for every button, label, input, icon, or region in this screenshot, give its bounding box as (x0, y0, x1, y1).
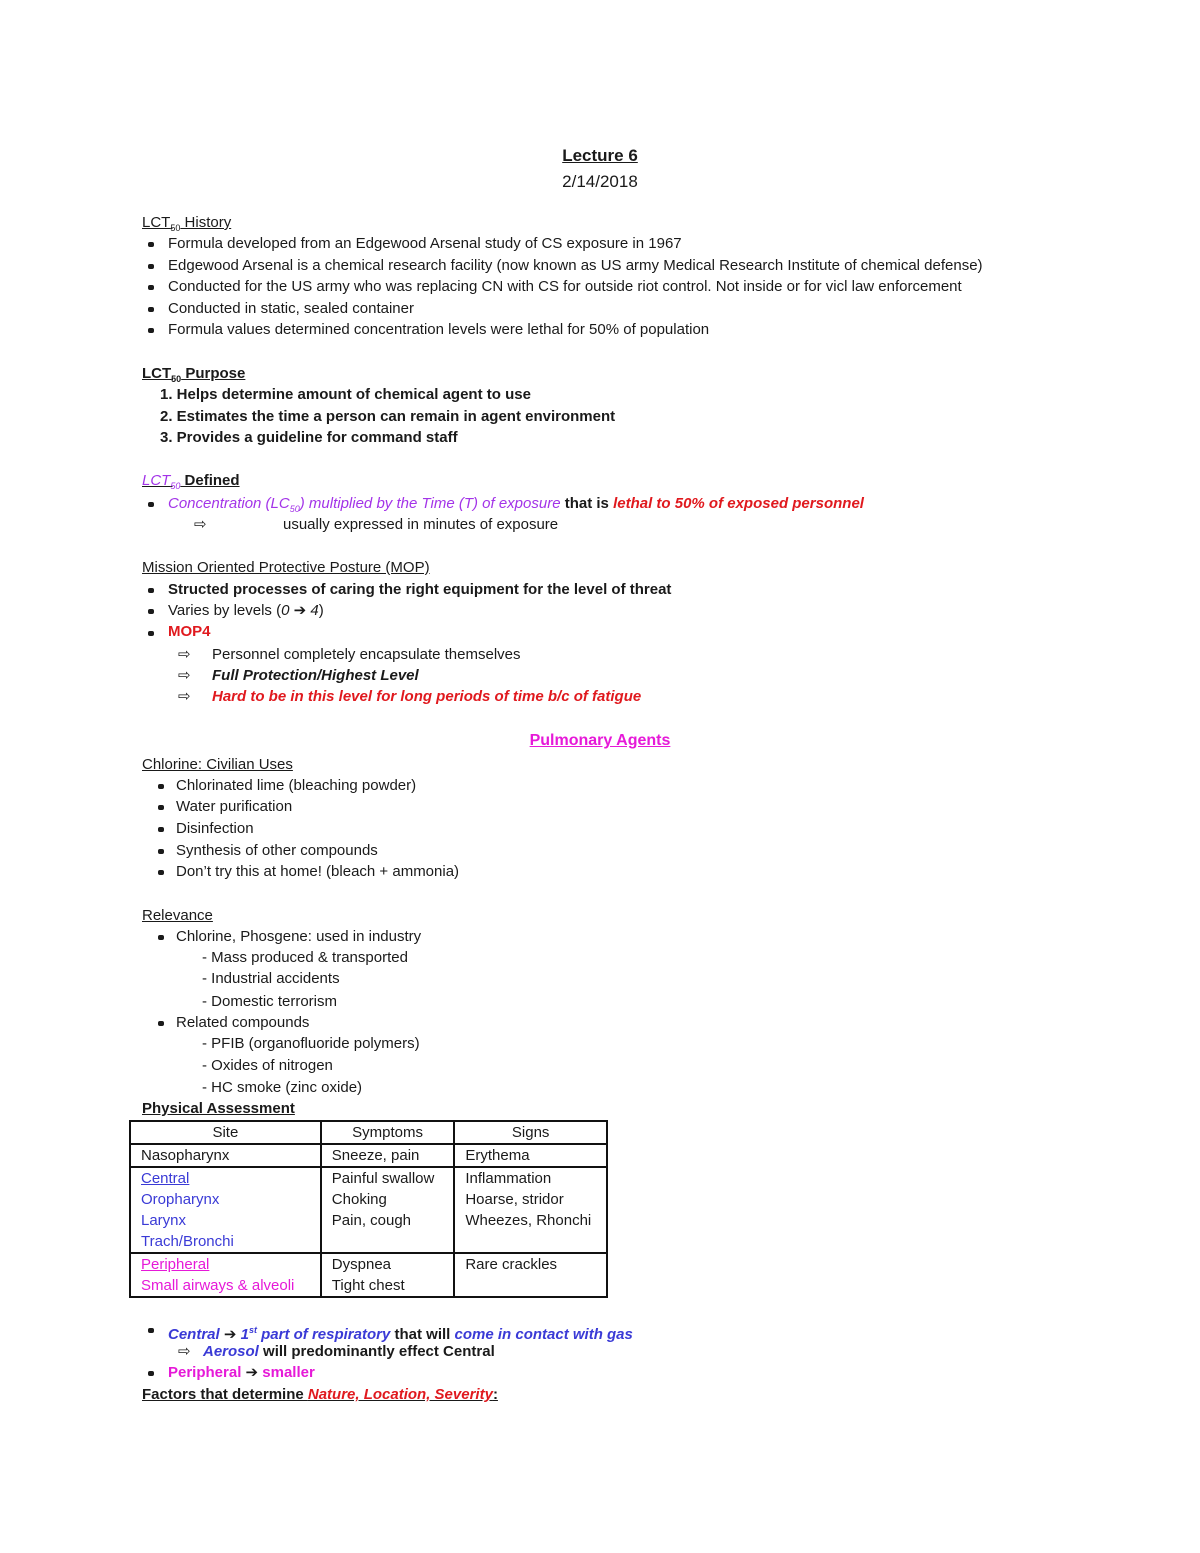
table-row (130, 1167, 607, 1253)
bullet (148, 1371, 154, 1376)
list-item: Synthesis of other compounds (176, 842, 378, 859)
section-heading: Pulmonary Agents (529, 732, 671, 749)
table-cell (321, 1167, 455, 1253)
bullet (148, 588, 154, 593)
table-cell (454, 1253, 607, 1297)
sign-item: Inflammation (465, 1170, 552, 1187)
bullet (158, 784, 164, 789)
list-item: Personnel completely encapsulate themselves (212, 646, 521, 663)
lecture-title: Lecture 6 (562, 146, 638, 165)
arrow-right-icon: ⇨ (178, 667, 191, 684)
bullet (158, 870, 164, 875)
table-cell (130, 1167, 321, 1253)
site-item: Small airways & alveoli (141, 1277, 295, 1294)
arrow-right-icon: ⇨ (178, 688, 191, 705)
factors-heading: Factors that determine Nature, Location, Severity: (142, 1386, 498, 1403)
list-item: - PFIB (organofluoride polymers) (202, 1035, 420, 1052)
list-item: Water purification (176, 798, 293, 815)
table-cell: Sneeze, pain (321, 1144, 455, 1167)
chlorine-heading: Chlorine: Civilian Uses (142, 756, 293, 773)
bullet (158, 849, 164, 854)
table-row (130, 1144, 607, 1167)
list-item: 3. Provides a guideline for command staff (160, 429, 458, 446)
sign-item: Wheezes, Rhonchi (465, 1212, 592, 1229)
symptom-item: Choking (331, 1191, 387, 1208)
assessment-heading: Physical Assessment (142, 1100, 295, 1117)
bullet (148, 631, 154, 636)
site-item: Larynx (141, 1212, 187, 1229)
symptom-item: Tight chest (331, 1277, 405, 1294)
bullet (148, 502, 154, 507)
mop-heading: Mission Oriented Protective Posture (MOP) (142, 559, 430, 576)
bullet (148, 285, 154, 290)
list-item: - Domestic terrorism (202, 993, 338, 1010)
table-cell: Nasopharynx (130, 1144, 321, 1167)
list-item: Concentration $(LC_{50})$ multiplied by the Time (T) of exposure that is lethal to 50% of exposed personnel (168, 495, 864, 514)
list-item: - Mass produced & transported (202, 949, 408, 966)
list-item: Don’t try this at home! (bleach + ammonia) (176, 863, 460, 880)
table-row (130, 1253, 607, 1297)
list-item: Disinfection (176, 820, 254, 837)
bullet (148, 328, 154, 333)
bullet (148, 242, 154, 247)
lct-purpose-heading: $LCT_{50}$ Purpose (142, 365, 246, 384)
list-item: Edgewood Arsenal is a chemical research facility (now known as US army Medical Research Institute of chemical defense) (168, 257, 983, 274)
arrow-right-icon: ⇨ (178, 1343, 191, 1360)
list-item: Formula developed from an Edgewood Arsenal study of CS exposure in 1967 (168, 235, 682, 252)
bullet (148, 264, 154, 269)
list-item: Central ➔ 1st part of respiratory that will come in contact with gas (168, 1325, 633, 1343)
bullet (148, 1328, 154, 1333)
list-item: - HC smoke (zinc oxide) (202, 1079, 363, 1096)
site-item: Trach/Bronchi (141, 1233, 234, 1250)
site-head: Central (141, 1170, 190, 1187)
table-header-row (130, 1121, 607, 1144)
bullet (158, 827, 164, 832)
bullet (158, 935, 164, 940)
list-item: Varies by levels (0 ➔ 4) (168, 602, 324, 619)
list-item: Full Protection/Highest Level (212, 667, 419, 684)
bullet (148, 307, 154, 312)
sign-item: Rare crackles (465, 1256, 558, 1273)
bullet (148, 609, 154, 614)
symptom-item: Pain, cough (331, 1212, 412, 1229)
list-item: Chlorinated lime (bleaching powder) (176, 777, 417, 794)
site-item: Oropharynx (141, 1191, 220, 1208)
lct-defined-heading: $LCT_{50}$ Defined (142, 472, 240, 491)
symptom-item: Painful swallow (331, 1170, 435, 1187)
list-item: Conducted in static, sealed container (168, 300, 414, 317)
table-header: Symptoms (321, 1121, 455, 1144)
relevance-heading: Relevance (142, 907, 213, 924)
bullet (158, 805, 164, 810)
list-item: Chlorine, Phosgene: used in industry (176, 928, 422, 945)
arrow-right-icon: ⇨ (178, 646, 191, 663)
arrow-right-icon: ⇨ (194, 516, 207, 533)
table-header: Signs (454, 1121, 607, 1144)
table-cell (321, 1253, 455, 1297)
lct-history-heading: $LCT_{50}$ History (142, 214, 232, 233)
list-item: - Industrial accidents (202, 970, 340, 987)
list-item: Structed processes of caring the right equipment for the level of threat (168, 581, 672, 598)
table-header: Site (130, 1121, 321, 1144)
sign-item: Hoarse, stridor (465, 1191, 564, 1208)
list-item: usually expressed in minutes of exposure (283, 516, 559, 533)
list-item: Conducted for the US army who was replacing CN with CS for outside riot control. Not inside or for vicl law enforcement (168, 278, 962, 295)
site-head: Peripheral (141, 1256, 210, 1273)
list-item: Hard to be in this level for long periods of time b/c of fatigue (212, 688, 642, 705)
list-item: Peripheral ➔ smaller (168, 1364, 315, 1381)
assessment-table (129, 1120, 608, 1298)
list-item: Aerosol will predominantly effect Central (203, 1343, 495, 1360)
list-item: 2. Estimates the time a person can remain in agent environment (160, 408, 616, 425)
table-cell (454, 1167, 607, 1253)
list-item: MOP4 (168, 623, 211, 640)
list-item: Related compounds (176, 1014, 310, 1031)
list-item: 1. Helps determine amount of chemical agent to use (160, 386, 531, 403)
list-item: Formula values determined concentration levels were lethal for 50% of population (168, 321, 710, 338)
bullet (158, 1021, 164, 1026)
symptom-item: Dyspnea (331, 1256, 391, 1273)
table-cell: Erythema (454, 1144, 607, 1167)
list-item: - Oxides of nitrogen (202, 1057, 333, 1074)
table-cell (130, 1253, 321, 1297)
lecture-date: 2/14/2018 (562, 172, 638, 191)
